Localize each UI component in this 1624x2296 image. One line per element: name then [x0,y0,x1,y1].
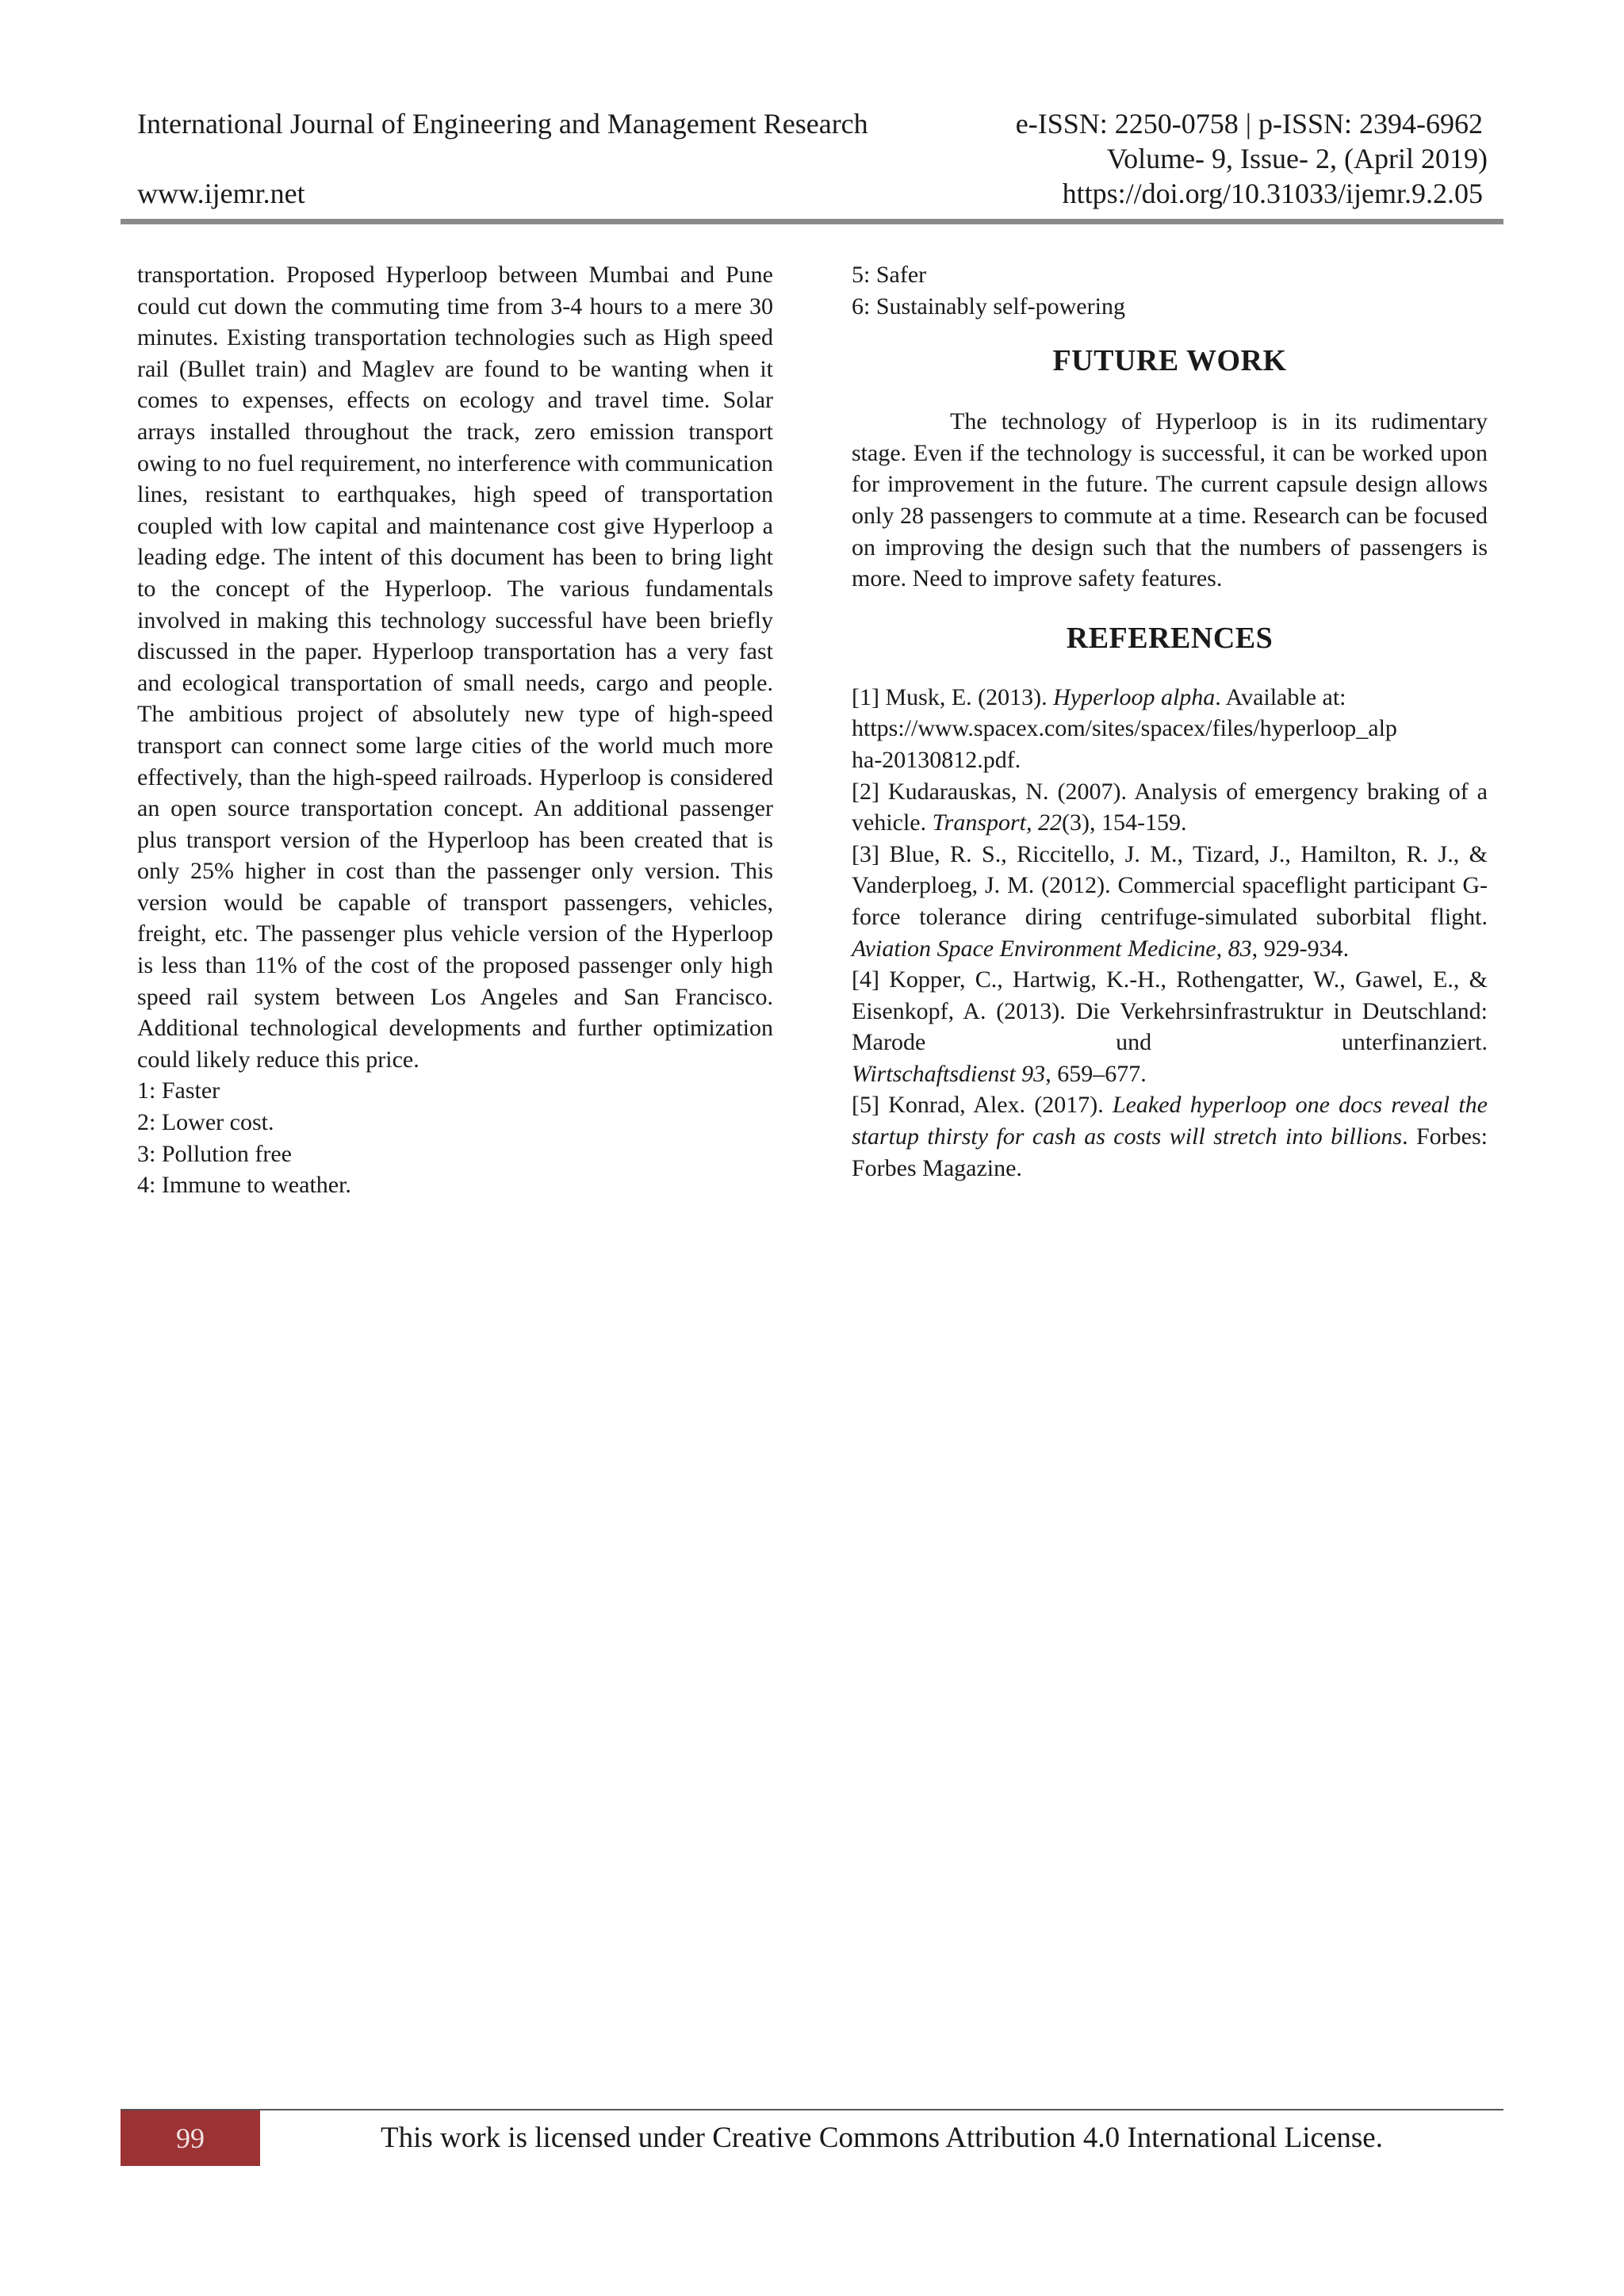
reference-text: . Forbes: Forbes Magazine. [852,1123,1488,1181]
body-paragraph: transportation. Proposed Hyperloop between Mumbai and Pune could cut down the commuting time from 3-4 hours to a mere 30 minutes. Existing transportation technologies such as High speed rail (Bullet train) and Maglev are found to be wanting when it comes to expenses, effects on ecology and travel time. Solar arrays installed throughout the track, zero emission transport owing to no fuel requirement, no interference with communication lines, resistant to earthquakes, high speed of transportation coupled with low capital and maintenance cost give Hyperloop a leading edge. The intent of this document has been to bring light to the concept of the Hyperloop. The various fundamentals involved in making this technology successful have been briefly discussed in the paper. Hyperloop transportation has a very fast and ecological transportation of small needs, cargo and people. The ambitious project of absolutely new type of high-speed transport can connect some large cities of the world much more effectively, than the high-speed railroads. Hyperloop is considered an open source transportation concept. An additional passenger plus transport version of the Hyperloop has been created that is only 25% higher in cost than the passenger only version. This version would be capable of transport passengers, vehicles, freight, etc. The passenger plus vehicle version of the Hyperloop is less than 11% of the cost of the proposed passenger only high speed rail system between Los Angeles and San Francisco. Additional technological developments and further optimization could likely reduce this price. [137,262,773,1073]
doi-link[interactable]: https://doi.org/10.31033/ijemr.9.2.05 [1062,178,1483,209]
reference-text: [1] Musk, E. (2013). [852,683,1054,710]
reference-text: [4] Kopper, C., Hartwig, K.-H., Rothengatter, W., Gawel, E., & Eisenkopf, A. (2013). Die Verkehrsinfrastruktur in Deutschland: Marode und unterfinanziert. [852,966,1488,1056]
reference-item [852,839,1488,964]
reference-item [852,776,1488,839]
reference-text: [2] Kudarauskas, N. (2007). Analysis of emergency braking of a vehicle. [852,778,1488,836]
reference-title: Leaked hyperloop one docs reveal the startup thirsty for cash as costs will stretch into billions [852,1092,1488,1150]
reference-journal: Aviation Space Environment Medicine, 83 [852,935,1252,962]
reference-url[interactable]: ha-20130812.pdf. [852,746,1021,773]
future-work-paragraph: The technology of Hyperloop is in its rudimentary stage. Even if the technology is successful, it can be worked upon for improvement in the future. The current capsule design allows only 28 passengers to commute at a time. Research can be focused on improving the design such that the numbers of passengers is more. Need to improve safety features. [852,408,1488,592]
list-item: 6: Sustainably self-powering [852,293,1125,320]
reference-item [852,682,1488,776]
reference-text: [3] Blue, R. S., Riccitello, J. M., Tizard, J., Hamilton, R. J., & Vanderploeg, J. M. (2012). Commercial spaceflight participant G-force tolerance diring centrifuge-simulated suborbital flight. [852,840,1488,930]
right-column [852,259,1488,1184]
header-rule [121,219,1503,224]
reference-text: , 929-934. [1251,935,1350,962]
reference-list [852,682,1488,1184]
reference-text: (3), 154-159. [1062,809,1187,836]
reference-text: , 659–677. [1045,1060,1147,1087]
list-item: 5: Safer [852,262,927,288]
references-heading: REFERENCES [1066,621,1274,655]
future-work-heading: FUTURE WORK [1052,344,1287,378]
volume-line: Volume- 9, Issue- 2, (April 2019) [1106,143,1488,174]
list-item: 3: Pollution free [137,1140,292,1167]
list-item: 1: Faster [137,1077,220,1104]
website-link[interactable]: www.ijemr.net [137,178,305,209]
journal-title: International Journal of Engineering and Management Research [137,108,868,140]
license-text: This work is licensed under Creative Commons Attribution 4.0 International License. [381,2122,1383,2154]
reference-item [852,1089,1488,1184]
reference-journal: Wirtschaftsdienst 93 [852,1060,1046,1087]
reference-item [852,964,1488,1089]
list-item: 2: Lower cost. [137,1109,274,1136]
list-item: 4: Immune to weather. [137,1172,351,1199]
reference-journal: Transport, 22 [932,809,1063,836]
left-column [137,259,773,1201]
issn-line: e-ISSN: 2250-0758 | p-ISSN: 2394-6962 [1015,108,1483,140]
reference-text: [5] Konrad, Alex. (2017). [852,1092,1113,1119]
reference-url[interactable]: https://www.spacex.com/sites/spacex/files/hyperloop_alp [852,715,1397,742]
reference-title: Hyperloop alpha [1053,683,1216,710]
page-number: 99 [121,2110,260,2166]
reference-text: . Available at: [1215,683,1346,710]
